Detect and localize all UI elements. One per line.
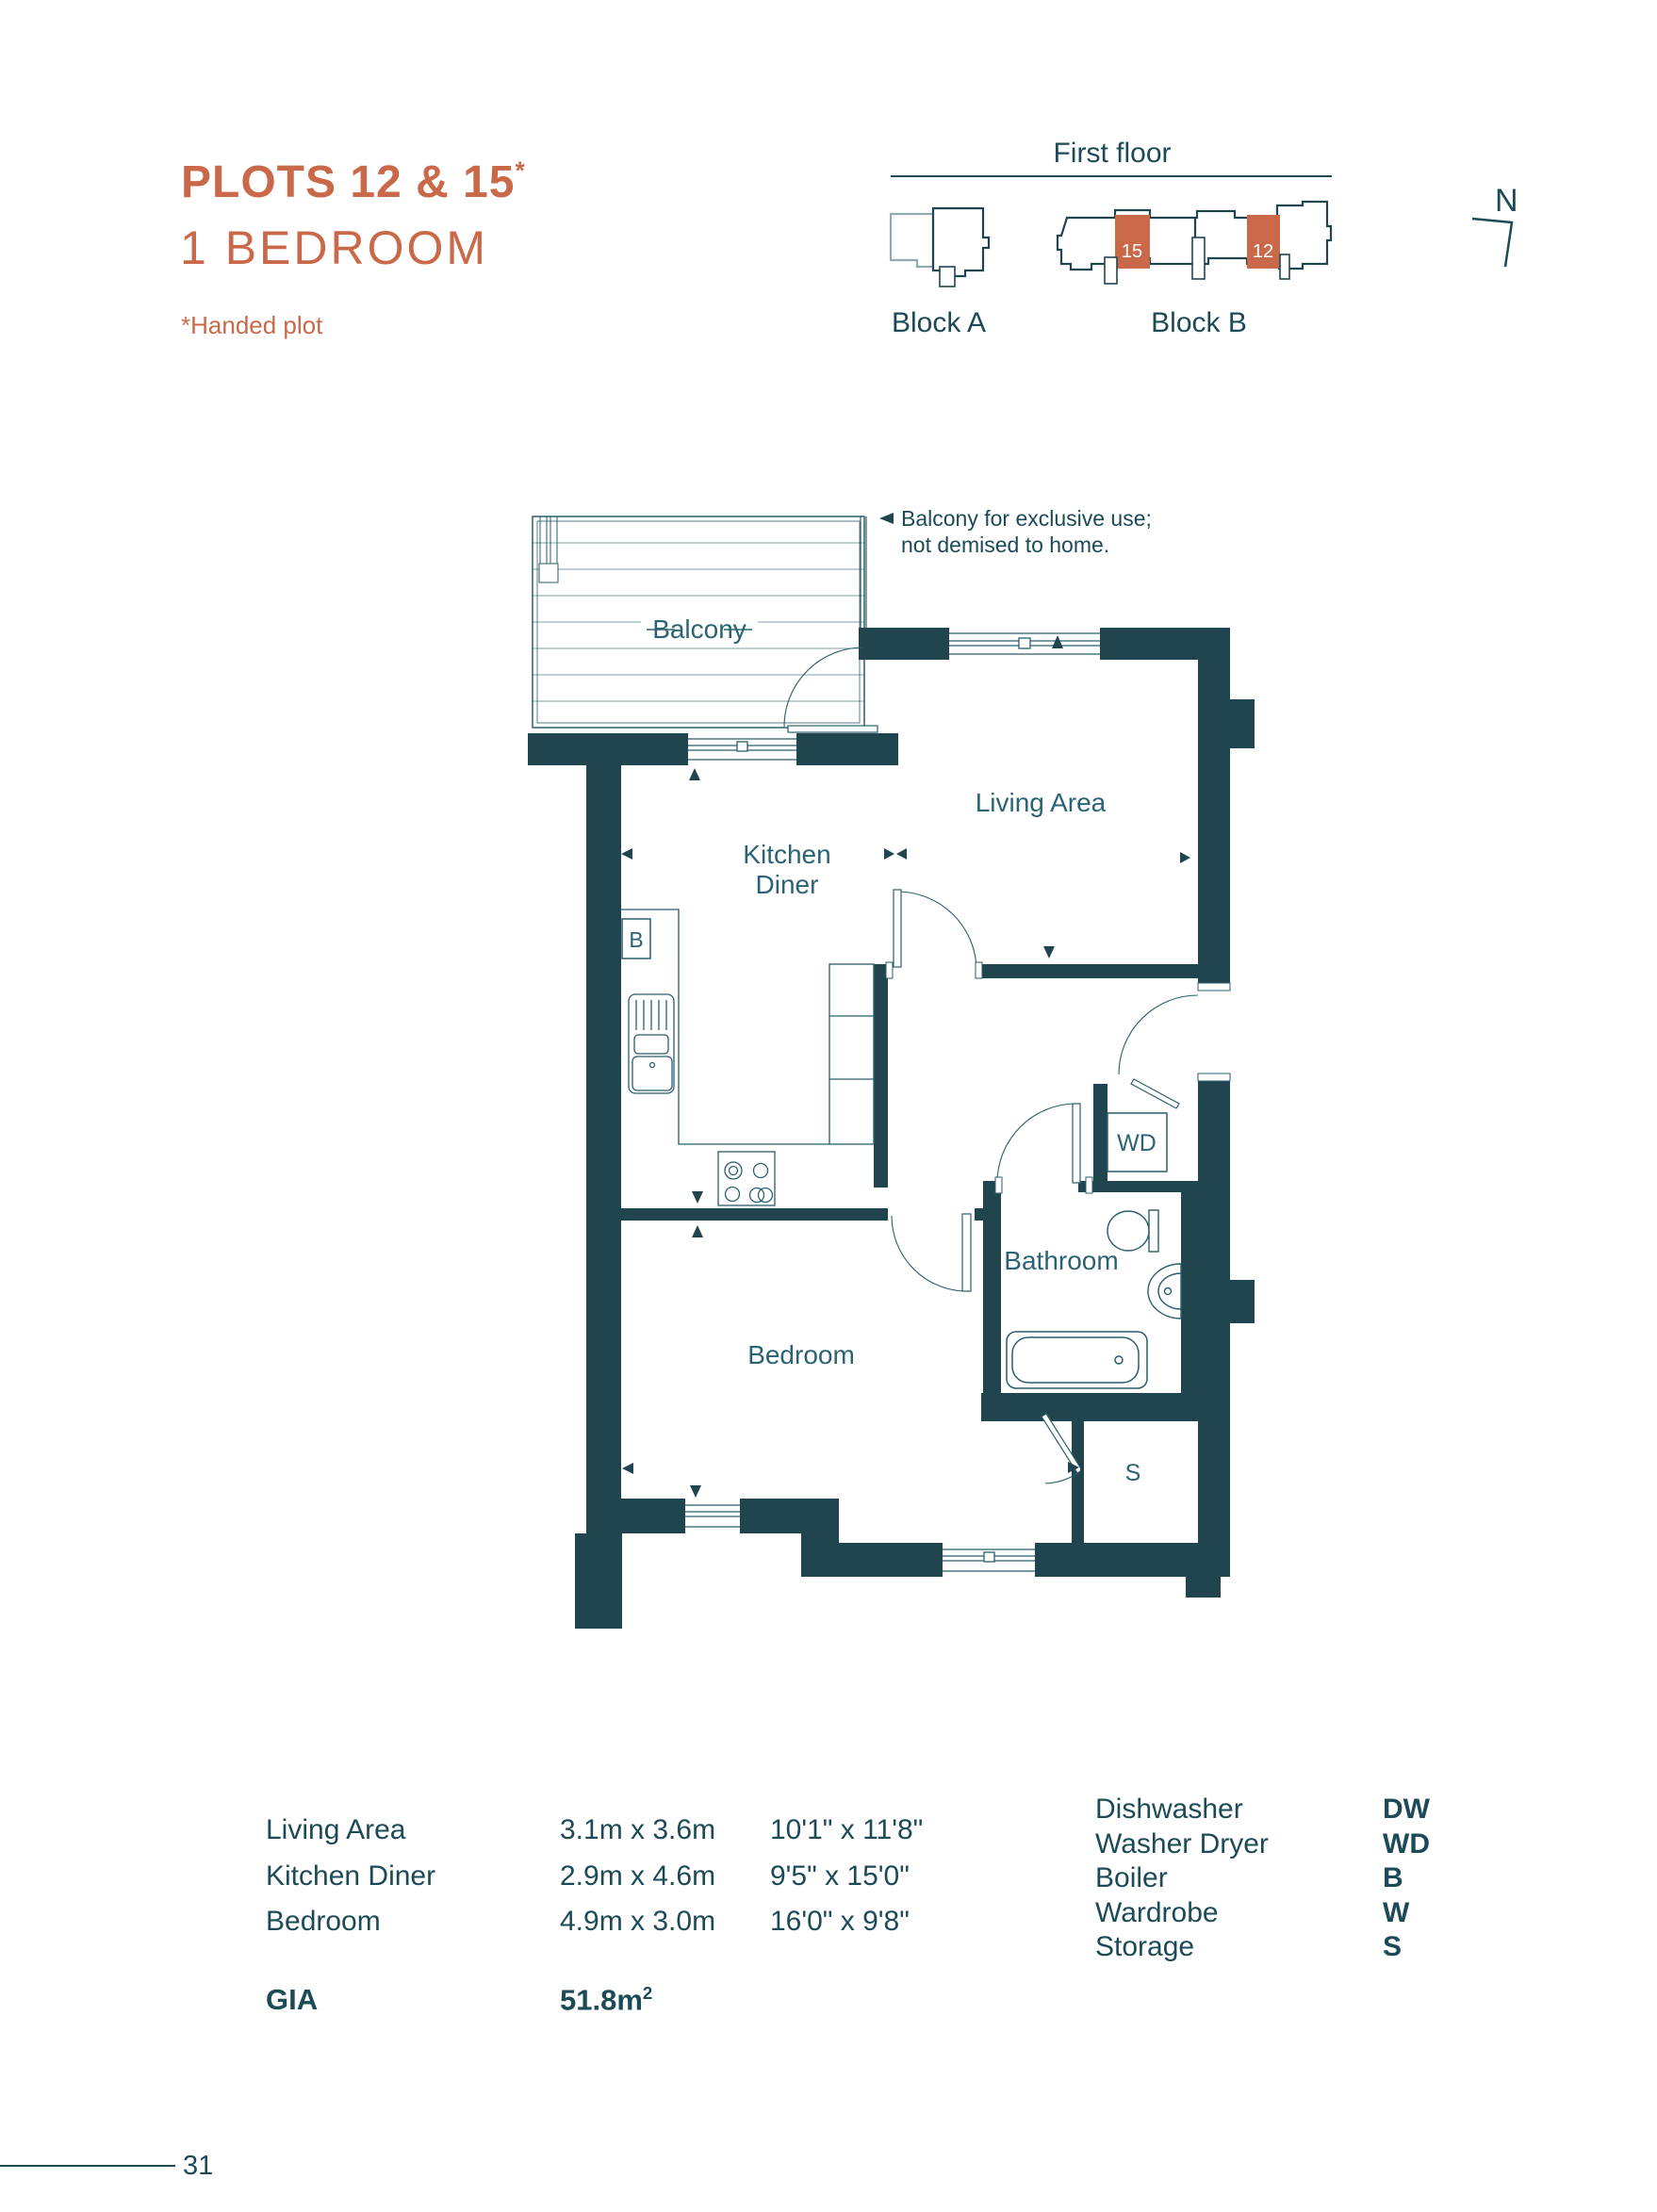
hob — [718, 1152, 775, 1205]
window-kitchen — [688, 733, 796, 765]
list-item — [1095, 1897, 1491, 1932]
washer-dryer-label: WD — [1117, 1130, 1157, 1156]
table-row — [266, 1860, 982, 1907]
room-metric: 2.9m x 4.6m — [560, 1860, 716, 1892]
handed-plot-note: *Handed plot — [181, 311, 323, 339]
balcony-annotation — [879, 506, 1152, 557]
legend-code: WD — [1383, 1827, 1430, 1860]
block-a-outline — [891, 208, 989, 287]
legend-code: S — [1383, 1931, 1403, 1963]
kitchen-label-line1: Kitchen — [743, 840, 831, 869]
unit-15-number: 15 — [1121, 241, 1143, 262]
annotation-line2: not demised to home. — [901, 533, 1110, 557]
room-imperial: 10'1" x 11'8" — [770, 1814, 924, 1845]
dimensions-table — [266, 1814, 982, 1952]
living-area-label: Living Area — [975, 788, 1107, 817]
floor-rule — [891, 175, 1332, 177]
annotation-arrow-icon — [879, 513, 894, 524]
page-number: 31 — [183, 2151, 214, 2181]
title-asterisk: * — [515, 156, 526, 185]
legend-code: B — [1383, 1862, 1403, 1894]
legend-label: Storage — [1095, 1931, 1195, 1963]
north-arrow — [1452, 170, 1621, 283]
legend-code: DW — [1383, 1794, 1430, 1825]
north-arrow-line — [1472, 219, 1512, 267]
room-metric: 4.9m x 3.0m — [560, 1906, 716, 1937]
block-b-label: Block B — [1151, 307, 1247, 338]
block-a-label: Block A — [891, 307, 987, 338]
table-row — [266, 1906, 982, 1952]
room-name: Living Area — [266, 1814, 406, 1845]
room-imperial: 16'0" x 9'8" — [770, 1906, 910, 1937]
legend-label: Dishwasher — [1095, 1794, 1243, 1825]
gia-value-sup: 2 — [642, 1983, 653, 2003]
room-metric: 3.1m x 3.6m — [560, 1814, 716, 1845]
list-item — [1095, 1794, 1491, 1828]
room-name: Bedroom — [266, 1906, 381, 1937]
gia-value — [560, 1983, 652, 2017]
balcony-label: Balcony — [652, 614, 746, 644]
room-imperial: 9'5" x 15'0" — [770, 1860, 910, 1892]
page-title-text: PLOTS 12 & 15 — [181, 157, 516, 207]
footer-rule — [0, 2165, 175, 2167]
list-item — [1095, 1828, 1491, 1863]
basin — [1148, 1264, 1181, 1319]
legend — [1095, 1794, 1491, 1966]
legend-code: W — [1383, 1896, 1410, 1928]
window-storage — [943, 1543, 1035, 1577]
bedroom-label: Bedroom — [747, 1340, 855, 1369]
list-item — [1095, 1931, 1491, 1966]
gia-label: GIA — [266, 1983, 319, 2016]
kitchen-label-line2: Diner — [755, 870, 819, 899]
storage-label: S — [1124, 1460, 1141, 1486]
gia-row — [266, 1983, 653, 2017]
north-label: N — [1495, 183, 1518, 219]
bath — [1007, 1332, 1147, 1388]
page-title — [181, 156, 526, 208]
annotation-line1: Balcony for exclusive use; — [901, 506, 1152, 531]
legend-label: Wardrobe — [1095, 1896, 1219, 1928]
bathroom-label: Bathroom — [1004, 1246, 1119, 1275]
boiler-label: B — [629, 927, 644, 952]
room-name: Kitchen Diner — [266, 1860, 436, 1892]
page-subtitle: 1 BEDROOM — [180, 221, 489, 274]
window-living — [949, 628, 1100, 660]
floor-label: First floor — [1053, 138, 1172, 169]
unit-12-number: 12 — [1252, 241, 1274, 262]
list-item — [1095, 1862, 1491, 1897]
block-locator-diagram — [877, 193, 1348, 344]
kitchen-sink — [629, 994, 674, 1093]
legend-label: Boiler — [1095, 1862, 1168, 1894]
window-bedroom — [685, 1499, 740, 1533]
legend-label: Washer Dryer — [1095, 1827, 1269, 1860]
table-row — [266, 1814, 982, 1860]
floorplan — [528, 490, 1301, 1668]
gia-value-number: 51.8m — [560, 1983, 643, 2017]
